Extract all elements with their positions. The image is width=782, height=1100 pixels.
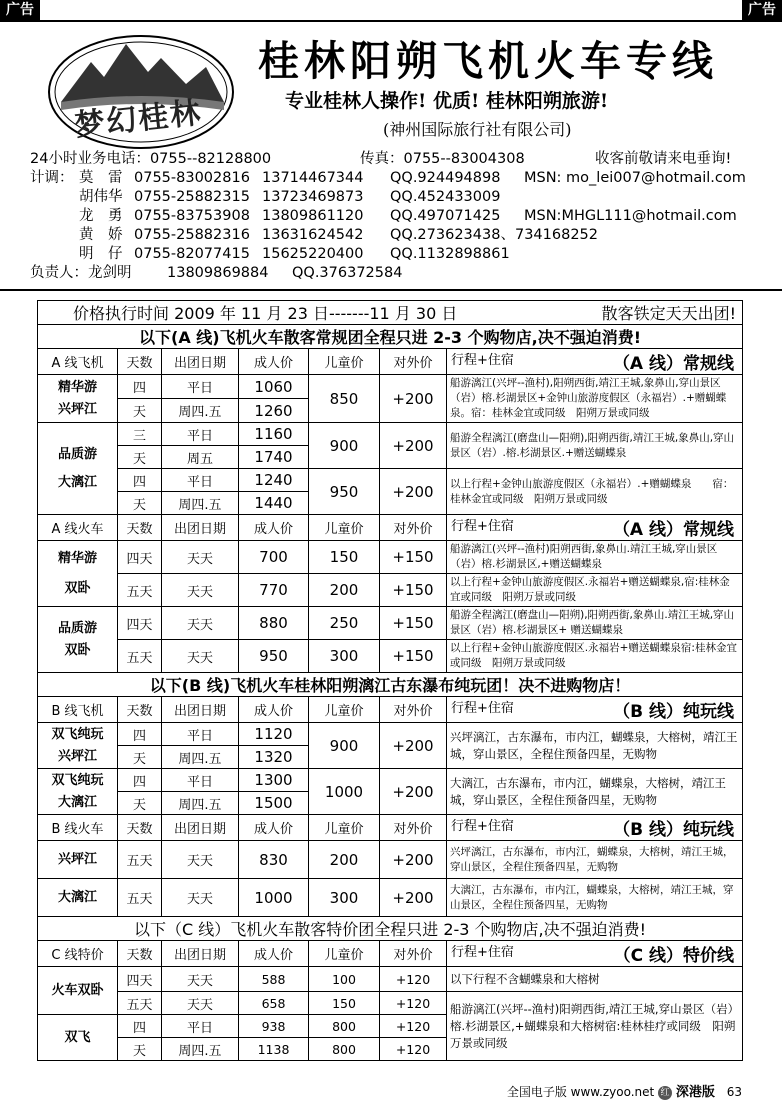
route-name: [38, 375, 118, 423]
planner-row: [30, 207, 770, 225]
banner-c-row: [38, 917, 743, 941]
child-price: 900: [309, 723, 380, 769]
col-child: 儿童价: [309, 697, 380, 723]
days-cell: 五天: [118, 574, 162, 607]
line-title-b: （B 线）纯玩线: [613, 820, 735, 840]
planner-row: [30, 188, 770, 206]
planner-qq: QQ.273623438、734168252: [390, 227, 598, 243]
line-title-a: （A 线）常规线: [612, 354, 735, 374]
header-row: [38, 349, 743, 375]
route-name-line: 大漓江: [57, 474, 97, 490]
table-row: [38, 423, 743, 446]
line-title-c: （C 线）特价线: [613, 946, 735, 966]
planner-name: 龙 勇: [79, 208, 123, 224]
itinerary-label: 行程+住宿: [451, 819, 514, 834]
child-price: 200: [309, 841, 380, 879]
page-number: 63: [726, 1085, 742, 1099]
days-cell: 天: [118, 792, 162, 815]
dates-cell: 天天: [162, 574, 239, 607]
itinerary-label: 行程+住宿: [451, 945, 514, 960]
external-price: +200: [380, 769, 447, 815]
days-cell: 五天: [118, 992, 162, 1015]
banner-a: 以下(A 线)飞机火车散客常规团全程只进 2-3 个购物店,决不强迫消费!: [38, 325, 743, 349]
route-name-line: 双飞纯玩: [51, 726, 104, 742]
planner-label: 计调：: [30, 170, 74, 186]
child-price: 250: [309, 607, 380, 640]
col-child: 儿童价: [309, 515, 380, 541]
itinerary-text: 兴坪漓江，古东瀑布，市内江，蝴蝶泉，大榕树，靖江王城，穿山景区，全程住预备四星，无购物: [447, 723, 743, 769]
manager-qq: QQ.376372584: [292, 265, 403, 281]
period-row: [38, 301, 743, 325]
manager-mobile: 13809869884: [167, 265, 269, 281]
col-days: 天数: [118, 697, 162, 723]
planner-phone: 0755-83753908: [134, 208, 250, 224]
col-external: 对外价: [380, 515, 447, 541]
adult-price: 1138: [239, 1038, 309, 1061]
planner-row: [30, 245, 770, 263]
days-cell: 四天: [118, 541, 162, 574]
section-label: B 线飞机: [38, 697, 118, 723]
hotline: 24小时业务电话：0755--82128800: [30, 151, 272, 167]
subtitle: 专业桂林人操作! 优质! 桂林阳朔旅游!: [285, 90, 609, 112]
table-row: [38, 640, 743, 673]
dates-cell: 平日: [162, 375, 239, 399]
col-itinerary: [447, 941, 743, 967]
adult-price: 1500: [239, 792, 309, 815]
external-price: +200: [380, 375, 447, 423]
col-external: 对外价: [380, 349, 447, 375]
itinerary-text: 大漓江，古东瀑布，市内江，蝴蝶泉，大榕树，靖江王城，穿山景区，全程住预备四星，无购物: [447, 769, 743, 815]
planner-name: 莫 雷: [79, 170, 123, 186]
planner-mobile: 13809861120: [262, 208, 364, 224]
dates-cell: 天天: [162, 607, 239, 640]
table-row: [38, 723, 743, 746]
adult-price: 1240: [239, 469, 309, 492]
planner-row: [30, 226, 770, 244]
adult-price: 658: [239, 992, 309, 1015]
price-table: [37, 300, 743, 1061]
col-adult: 成人价: [239, 349, 309, 375]
table-row: [38, 469, 743, 492]
col-days: 天数: [118, 815, 162, 841]
table-row: [38, 607, 743, 640]
fax: 传真：0755--83004308: [360, 151, 525, 167]
table-row: [38, 375, 743, 399]
external-price: +200: [380, 469, 447, 515]
table-row: [38, 541, 743, 574]
col-adult: 成人价: [239, 515, 309, 541]
days-cell: 四: [118, 1015, 162, 1038]
planner-mobile: 13723469873: [262, 189, 364, 205]
route-name-line: 双卧: [64, 580, 91, 596]
route-name-line: 品质游: [57, 620, 97, 636]
days-cell: 五天: [118, 879, 162, 917]
dates-cell: 平日: [162, 469, 239, 492]
route-name-line: 精华游: [57, 379, 97, 395]
days-cell: 四: [118, 375, 162, 399]
manager: 负责人：龙剑明: [30, 265, 132, 281]
col-dates: 出团日期: [162, 349, 239, 375]
route-name: 兴坪江: [38, 841, 118, 879]
section-label: A 线飞机: [38, 349, 118, 375]
ad-label-left: 广告: [0, 0, 40, 20]
route-name: [38, 607, 118, 673]
banner-c: 以下（C 线）飞机火车散客特价团全程只进 2-3 个购物店,决不强迫消费!: [38, 917, 743, 941]
route-name-line: 品质游: [57, 446, 97, 462]
days-cell: 四: [118, 469, 162, 492]
route-name-line: 双飞纯玩: [51, 772, 104, 788]
planner-mobile: 13631624542: [262, 227, 364, 243]
route-name: 火车双卧: [38, 967, 118, 1015]
external-price: +200: [380, 841, 447, 879]
days-cell: 四: [118, 723, 162, 746]
child-price: 800: [309, 1038, 380, 1061]
table-row: [38, 841, 743, 879]
child-price: 950: [309, 469, 380, 515]
planner-mobile: 13714467344: [262, 170, 364, 186]
external-price: +200: [380, 423, 447, 469]
banner-b-row: [38, 673, 743, 697]
manager-row: [30, 264, 770, 282]
days-cell: 三: [118, 423, 162, 446]
planner-qq: QQ.1132898861: [390, 246, 510, 262]
col-child: 儿童价: [309, 815, 380, 841]
itinerary-label: 行程+住宿: [451, 353, 514, 368]
child-price: 800: [309, 1015, 380, 1038]
table-row: [38, 769, 743, 792]
adult-price: 1060: [239, 375, 309, 399]
footer: [507, 1081, 742, 1100]
col-external: 对外价: [380, 697, 447, 723]
header-row: [38, 815, 743, 841]
adult-price: 1300: [239, 769, 309, 792]
adult-price: 1160: [239, 423, 309, 446]
adult-price: 1320: [239, 746, 309, 769]
col-adult: 成人价: [239, 941, 309, 967]
child-price: 300: [309, 640, 380, 673]
child-price: 100: [309, 967, 380, 992]
route-name: [38, 541, 118, 607]
price-table-wrapper: [37, 300, 742, 1061]
route-name: [38, 769, 118, 815]
header-row: [38, 515, 743, 541]
dates-cell: 平日: [162, 723, 239, 746]
adult-price: 770: [239, 574, 309, 607]
company-name: (神州国际旅行社有限公司): [383, 120, 572, 139]
itinerary-label: 行程+住宿: [451, 701, 514, 716]
planner-phone: 0755-25882315: [134, 189, 250, 205]
section-label: B 线火车: [38, 815, 118, 841]
dates-cell: 平日: [162, 423, 239, 446]
col-adult: 成人价: [239, 697, 309, 723]
col-dates: 出团日期: [162, 697, 239, 723]
col-itinerary: [447, 515, 743, 541]
adult-price: 938: [239, 1015, 309, 1038]
planner-msn: MSN:MHGL111@hotmail.com: [524, 208, 737, 224]
adult-price: 588: [239, 967, 309, 992]
route-name-line: 双卧: [64, 642, 91, 658]
planner-qq: QQ.924494898: [390, 170, 501, 186]
dates-cell: 平日: [162, 1015, 239, 1038]
col-itinerary: [447, 697, 743, 723]
table-row: [38, 992, 743, 1015]
planner-phone: 0755-25882316: [134, 227, 250, 243]
adult-price: 700: [239, 541, 309, 574]
page-title: 桂林阳朔飞机火车专线: [258, 37, 718, 85]
section-divider: [0, 289, 782, 291]
itinerary-text: 以上行程+金钟山旅游度假区.永福岩+赠送蝴蝶泉宿:桂林金宜或同级 阳朔万景或同级: [447, 640, 743, 673]
col-dates: 出团日期: [162, 815, 239, 841]
route-name-line: 兴坪江: [57, 401, 97, 417]
dates-cell: 天天: [162, 841, 239, 879]
external-price: +200: [380, 723, 447, 769]
col-days: 天数: [118, 515, 162, 541]
itinerary-text: 船游漓江(兴坪--渔村)阳朔西街,象鼻山.靖江王城,穿山景区（岩）榕.杉湖景区,+赠送蝴蝶泉: [447, 541, 743, 574]
section-label: C 线特价: [38, 941, 118, 967]
planner-name: 胡伟华: [79, 189, 123, 205]
header-row: [38, 697, 743, 723]
top-divider: [0, 20, 782, 22]
adult-price: 830: [239, 841, 309, 879]
table-row: [38, 967, 743, 992]
col-days: 天数: [118, 349, 162, 375]
dates-cell: 周四.五: [162, 1038, 239, 1061]
days-cell: 天: [118, 1038, 162, 1061]
external-price: +150: [380, 640, 447, 673]
col-adult: 成人价: [239, 815, 309, 841]
col-itinerary: [447, 815, 743, 841]
planner-row: [30, 169, 770, 187]
banner-a-row: [38, 325, 743, 349]
planner-msn: MSN: mo_lei007@hotmail.com: [524, 170, 746, 186]
itinerary-text: 大漓江，古东瀑布，市内江，蝴蝶泉，大榕树，靖江王城，穿山景区，全程住预备四星，无购物: [447, 879, 743, 917]
external-price: +120: [380, 992, 447, 1015]
planner-phone: 0755-82077415: [134, 246, 250, 262]
planner-qq: QQ.452433009: [390, 189, 501, 205]
days-cell: 五天: [118, 841, 162, 879]
header-row: [38, 941, 743, 967]
days-cell: 天: [118, 399, 162, 423]
dates-cell: 天天: [162, 640, 239, 673]
col-dates: 出团日期: [162, 515, 239, 541]
days-cell: 天: [118, 746, 162, 769]
footer-text: 全国电子版 www.zyoo.net: [506, 1085, 655, 1099]
child-price: 200: [309, 574, 380, 607]
line-title-b: （B 线）纯玩线: [613, 702, 735, 722]
dates-cell: 天天: [162, 541, 239, 574]
itinerary-text: 船游漓江(兴坪--渔村),阳朔西街,靖江王城,象鼻山,穿山景区（岩）榕.杉湖景区+金钟山旅游度假区（永福岩）.+赠蝴蝶泉。宿：桂林金宜或同级 阳朔万景或同级: [447, 375, 743, 423]
child-price: 850: [309, 375, 380, 423]
adult-price: 1000: [239, 879, 309, 917]
external-price: +200: [380, 879, 447, 917]
logo-text: 梦幻桂林: [72, 95, 204, 144]
planner-name: 黄 娇: [79, 227, 123, 243]
itinerary-text: 以上行程+金钟山旅游度假区.永福岩+赠送蝴蝶泉,宿:桂林金宜或同级 阳朔万景或同级: [447, 574, 743, 607]
external-price: +150: [380, 541, 447, 574]
dates-cell: 周四.五: [162, 746, 239, 769]
dates-cell: 平日: [162, 769, 239, 792]
planner-mobile: 15625220400: [262, 246, 364, 262]
planner-phone: 0755-83002816: [134, 170, 250, 186]
dates-cell: 天天: [162, 879, 239, 917]
banner-b: 以下(B 线)飞机火车桂林阳朔漓江古东瀑布纯玩团！决不进购物店！: [38, 673, 743, 697]
external-price: +150: [380, 607, 447, 640]
days-cell: 四: [118, 769, 162, 792]
external-price: +120: [380, 967, 447, 992]
adult-price: 1740: [239, 446, 309, 469]
adult-price: 1260: [239, 399, 309, 423]
days-cell: 天: [118, 492, 162, 515]
days-cell: 五天: [118, 640, 162, 673]
itinerary-text: 以上行程+金钟山旅游度假区（永福岩）.+赠蝴蝶泉 宿：桂林金宜或同级 阳朔万景或同级: [447, 469, 743, 515]
itinerary-text: 船游全程漓江(磨盘山—阳朔),阳朔西街,象鼻山.靖江王城,穿山景区（岩）榕.杉湖景区+ 赠送蝴蝶泉: [447, 607, 743, 640]
adult-price: 1440: [239, 492, 309, 515]
days-cell: 四天: [118, 967, 162, 992]
child-price: 1000: [309, 769, 380, 815]
child-price: 900: [309, 423, 380, 469]
dates-cell: 天天: [162, 967, 239, 992]
route-name: 大漓江: [38, 879, 118, 917]
price-period: 价格执行时间 2009 年 11 月 23 日-------11 月 30 日: [73, 304, 458, 323]
child-price: 150: [309, 541, 380, 574]
route-name-line: 大漓江: [57, 794, 97, 810]
col-external: 对外价: [380, 815, 447, 841]
external-price: +150: [380, 574, 447, 607]
col-child: 儿童价: [309, 941, 380, 967]
col-dates: 出团日期: [162, 941, 239, 967]
table-row: [38, 879, 743, 917]
col-days: 天数: [118, 941, 162, 967]
route-name: [38, 723, 118, 769]
itinerary-text: 船游全程漓江(磨盘山—阳朔),阳朔西街,靖江王城,象鼻山,穿山景区（岩）.榕.杉湖景区.+赠送蝴蝶泉: [447, 423, 743, 469]
daily-departure: 散客铁定天天出团!: [601, 304, 737, 323]
days-cell: 天: [118, 446, 162, 469]
section-label: A 线火车: [38, 515, 118, 541]
route-name-line: 精华游: [57, 550, 97, 566]
note: 收客前敬请来电垂询!: [595, 151, 732, 167]
badge-icon: 红: [658, 1086, 672, 1100]
child-price: 150: [309, 992, 380, 1015]
days-cell: 四天: [118, 607, 162, 640]
dates-cell: 周四.五: [162, 399, 239, 423]
child-price: 300: [309, 879, 380, 917]
planner-name: 明 仔: [79, 246, 123, 262]
adult-price: 1120: [239, 723, 309, 746]
ad-label-right: 广告: [742, 0, 782, 20]
col-child: 儿童价: [309, 349, 380, 375]
col-itinerary: [447, 349, 743, 375]
dates-cell: 天天: [162, 992, 239, 1015]
adult-price: 950: [239, 640, 309, 673]
edition: 深港版: [675, 1085, 715, 1100]
planner-qq: QQ.497071425: [390, 208, 501, 224]
adult-price: 880: [239, 607, 309, 640]
dates-cell: 周四.五: [162, 492, 239, 515]
hotline-row: [30, 150, 770, 168]
route-name-line: 兴坪江: [57, 748, 97, 764]
table-row: [38, 574, 743, 607]
line-title-a: （A 线）常规线: [612, 520, 735, 540]
external-price: +120: [380, 1015, 447, 1038]
itinerary-text: 以下行程不含蝴蝶泉和大榕树: [447, 967, 743, 992]
itinerary-text: 兴坪漓江，古东瀑布，市内江，蝴蝶泉，大榕树，靖江王城，穿山景区，全程住预备四星，无购物: [447, 841, 743, 879]
itinerary-text: 船游漓江(兴坪--渔村)阳朔西街,靖江王城,穿山景区（岩）榕.杉湖景区,+蝴蝶泉和大榕树宿:桂林桂疗或同级 阳朔万景或同级: [447, 992, 743, 1061]
dates-cell: 周四.五: [162, 792, 239, 815]
external-price: +120: [380, 1038, 447, 1061]
route-name: [38, 423, 118, 515]
dates-cell: 周五: [162, 446, 239, 469]
itinerary-label: 行程+住宿: [451, 519, 514, 534]
route-name: 双飞: [38, 1015, 118, 1061]
col-external: 对外价: [380, 941, 447, 967]
